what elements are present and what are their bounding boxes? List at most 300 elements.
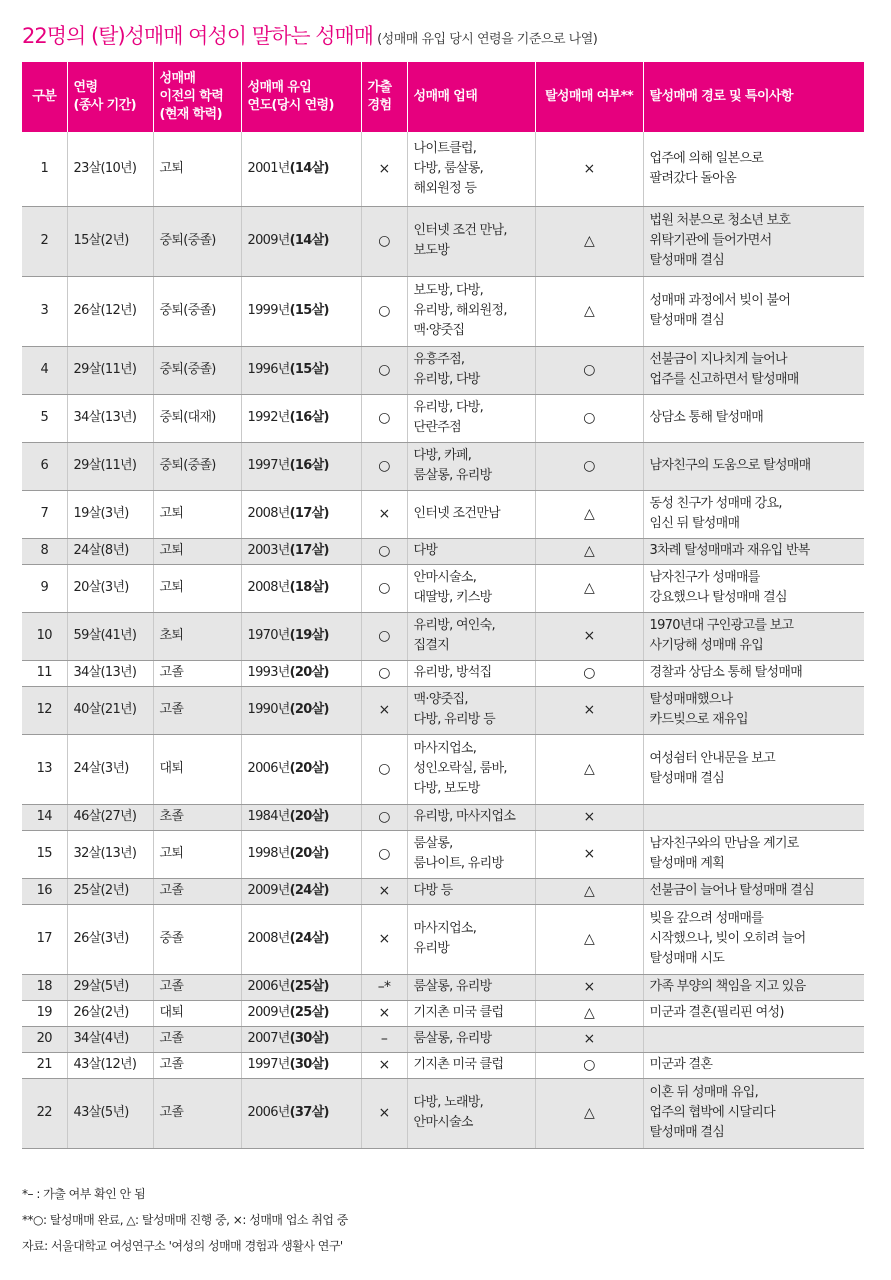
row-id: 3 xyxy=(40,303,49,318)
age-duration: 40살(21년) xyxy=(73,702,137,717)
cell-id xyxy=(22,132,67,206)
cell-education xyxy=(153,660,241,686)
education: 대퇴 xyxy=(159,761,184,776)
cell-id xyxy=(22,346,67,394)
cell-exit-path xyxy=(643,1000,864,1026)
business-type-line: 유리방, 마사지업소 xyxy=(413,809,516,824)
business-type-line: 다방, 유리방 등 xyxy=(413,712,495,727)
cell-runaway xyxy=(361,490,407,538)
runaway-mark: ○ xyxy=(378,809,390,825)
cell-age xyxy=(67,660,153,686)
cell-exit-status xyxy=(535,490,643,538)
exit-path-line: 남자친구의 도움으로 탈성매매 xyxy=(649,458,811,473)
cell-education xyxy=(153,734,241,804)
exit-status-mark: × xyxy=(583,979,595,995)
cell-entry-year xyxy=(241,1000,361,1026)
header-education: 성매매 이전의 학력 (현재 학력) xyxy=(153,62,241,132)
education: 고퇴 xyxy=(159,846,184,861)
cell-exit-path xyxy=(643,830,864,878)
cell-age xyxy=(67,132,153,206)
entry-age: (17살) xyxy=(289,506,329,521)
entry-year: 1984년 xyxy=(247,809,290,824)
cell-age xyxy=(67,1052,153,1078)
exit-path-line: 사기당해 성매매 유입 xyxy=(649,638,764,653)
runaway-mark: × xyxy=(378,160,390,177)
cell-runaway xyxy=(361,538,407,564)
cell-business-type xyxy=(407,346,535,394)
cell-business-type xyxy=(407,830,535,878)
cell-entry-year xyxy=(241,974,361,1000)
cell-exit-path xyxy=(643,1078,864,1148)
education: 중퇴(중졸) xyxy=(159,458,216,473)
cell-exit-path xyxy=(643,1052,864,1078)
cell-exit-status xyxy=(535,974,643,1000)
age-duration: 26살(2년) xyxy=(73,1005,129,1020)
cell-id xyxy=(22,686,67,734)
row-id: 18 xyxy=(36,979,52,994)
entry-year: 2009년 xyxy=(247,233,290,248)
business-type-line: 유리방, 여인숙, xyxy=(413,618,495,633)
cell-id xyxy=(22,206,67,276)
cell-business-type xyxy=(407,276,535,346)
cell-id xyxy=(22,904,67,974)
cell-entry-year xyxy=(241,830,361,878)
cell-runaway xyxy=(361,612,407,660)
cell-business-type xyxy=(407,734,535,804)
cell-age xyxy=(67,1026,153,1052)
cell-education xyxy=(153,904,241,974)
exit-path-line: 경찰과 상담소 통해 탈성매매 xyxy=(649,665,803,680)
exit-path-line: 상담소 통해 탈성매매 xyxy=(649,410,764,425)
cell-exit-path xyxy=(643,878,864,904)
cell-exit-path xyxy=(643,612,864,660)
cell-id xyxy=(22,490,67,538)
cell-business-type xyxy=(407,804,535,830)
cell-age xyxy=(67,206,153,276)
entry-year: 2003년 xyxy=(247,543,290,558)
cell-exit-status xyxy=(535,1000,643,1026)
table-row xyxy=(22,1026,864,1052)
cell-age xyxy=(67,538,153,564)
exit-path-line: 동성 친구가 성매매 강요, xyxy=(649,496,782,511)
age-duration: 26살(12년) xyxy=(73,303,137,318)
cell-education xyxy=(153,276,241,346)
cell-entry-year xyxy=(241,1052,361,1078)
cell-entry-year xyxy=(241,346,361,394)
cell-id xyxy=(22,878,67,904)
business-type-line: 유리방, 다방, xyxy=(413,400,484,415)
entry-year: 1998년 xyxy=(247,846,290,861)
entry-year: 2009년 xyxy=(247,1005,290,1020)
cell-exit-status xyxy=(535,564,643,612)
cell-business-type xyxy=(407,660,535,686)
exit-path-line: 탈성매매 결심 xyxy=(649,313,725,328)
cell-education xyxy=(153,612,241,660)
entry-age: (19살) xyxy=(289,628,329,643)
education: 고졸 xyxy=(159,979,184,994)
business-type-line: 마사지업소, xyxy=(413,741,477,756)
exit-path-line: 성매매 과정에서 빚이 불어 xyxy=(649,293,791,308)
runaway-mark: × xyxy=(378,506,390,522)
business-type-line: 단란주점 xyxy=(413,420,461,435)
business-type-line: 맥·양줏집 xyxy=(413,323,465,338)
age-duration: 20살(3년) xyxy=(73,580,129,595)
entry-year: 1970년 xyxy=(247,628,290,643)
entry-age: (16살) xyxy=(289,410,329,425)
exit-path-line: 여성쉼터 안내문을 보고 xyxy=(649,751,775,766)
education: 초퇴 xyxy=(159,628,184,643)
cell-exit-status xyxy=(535,660,643,686)
row-id: 22 xyxy=(36,1105,52,1120)
cell-business-type xyxy=(407,904,535,974)
row-id: 13 xyxy=(36,761,52,776)
exit-path-line: 팔려갔다 돌아옴 xyxy=(649,170,736,186)
exit-path-line: 빚을 갚으려 성매매를 xyxy=(649,911,764,926)
exit-status-mark: △ xyxy=(583,761,595,777)
row-id: 21 xyxy=(36,1057,52,1072)
education: 고졸 xyxy=(159,1031,184,1046)
education: 고퇴 xyxy=(159,160,184,176)
cell-entry-year xyxy=(241,442,361,490)
business-type-line: 룸살롱, 유리방 xyxy=(413,979,492,994)
business-type-line: 룸살롱, 유리방 xyxy=(413,468,492,483)
cell-business-type xyxy=(407,564,535,612)
education: 고졸 xyxy=(159,1105,184,1120)
exit-path-line: 탈성매매 시도 xyxy=(649,951,725,966)
cell-runaway xyxy=(361,1052,407,1078)
age-duration: 34살(4년) xyxy=(73,1031,129,1046)
cell-business-type xyxy=(407,612,535,660)
cell-education xyxy=(153,830,241,878)
age-duration: 46살(27년) xyxy=(73,809,137,824)
cell-education xyxy=(153,686,241,734)
age-duration: 34살(13년) xyxy=(73,410,137,425)
cell-exit-path xyxy=(643,904,864,974)
runaway-mark: ○ xyxy=(378,665,390,681)
business-type-line: 안마시술소, xyxy=(413,570,477,585)
cell-age xyxy=(67,394,153,442)
cell-runaway xyxy=(361,1000,407,1026)
education: 고퇴 xyxy=(159,543,184,558)
row-id: 8 xyxy=(40,543,49,558)
cell-runaway xyxy=(361,346,407,394)
exit-status-mark: △ xyxy=(583,303,595,319)
table-row xyxy=(22,612,864,660)
cell-education xyxy=(153,804,241,830)
business-type-line: 다방 등 xyxy=(413,883,453,898)
cell-age xyxy=(67,612,153,660)
row-id: 5 xyxy=(40,410,49,425)
business-type-line: 인터넷 조건 만남, xyxy=(413,223,507,238)
cell-education xyxy=(153,878,241,904)
row-id: 10 xyxy=(36,628,52,643)
exit-path-line: 업주에 의해 일본으로 xyxy=(649,150,764,166)
cell-entry-year xyxy=(241,1078,361,1148)
entry-age: (14살) xyxy=(289,160,329,176)
runaway-mark: ○ xyxy=(378,410,390,426)
cell-entry-year xyxy=(241,206,361,276)
cell-exit-status xyxy=(535,904,643,974)
cell-exit-status xyxy=(535,206,643,276)
cell-exit-path xyxy=(643,538,864,564)
exit-status-mark: × xyxy=(583,628,595,644)
row-id: 14 xyxy=(36,809,52,824)
business-type-line: 보도방, 다방, xyxy=(413,283,484,298)
cell-runaway xyxy=(361,904,407,974)
exit-path-line: 탈성매매 결심 xyxy=(649,253,725,268)
runaway-mark: ○ xyxy=(378,628,390,644)
cell-exit-status xyxy=(535,538,643,564)
cell-runaway xyxy=(361,804,407,830)
age-duration: 29살(11년) xyxy=(73,458,137,473)
page-title-row xyxy=(22,20,882,54)
table-row xyxy=(22,276,864,346)
cell-age xyxy=(67,564,153,612)
business-type-line: 룸나이트, 유리방 xyxy=(413,856,504,871)
table-row xyxy=(22,804,864,830)
table-row xyxy=(22,132,864,206)
exit-status-mark: △ xyxy=(583,1005,595,1021)
age-duration: 43살(5년) xyxy=(73,1105,129,1120)
cell-exit-status xyxy=(535,1052,643,1078)
cell-runaway xyxy=(361,442,407,490)
cell-age xyxy=(67,974,153,1000)
cell-runaway xyxy=(361,1078,407,1148)
runaway-mark: × xyxy=(378,1005,390,1021)
education: 초졸 xyxy=(159,809,184,824)
runaway-mark: ○ xyxy=(378,303,390,319)
exit-status-mark: × xyxy=(583,809,595,825)
cell-exit-status xyxy=(535,734,643,804)
cell-id xyxy=(22,1052,67,1078)
entry-year: 1990년 xyxy=(247,702,290,717)
runaway-mark: ○ xyxy=(378,846,390,862)
education: 대퇴 xyxy=(159,1005,184,1020)
exit-path-line: 위탁기관에 들어가면서 xyxy=(649,233,772,248)
row-id: 11 xyxy=(36,665,52,680)
cell-exit-path xyxy=(643,686,864,734)
cell-age xyxy=(67,490,153,538)
entry-year: 1996년 xyxy=(247,362,290,377)
cell-business-type xyxy=(407,490,535,538)
cell-exit-status xyxy=(535,1078,643,1148)
cell-education xyxy=(153,1026,241,1052)
runaway-mark: × xyxy=(378,1105,390,1121)
cell-runaway xyxy=(361,276,407,346)
age-duration: 24살(3년) xyxy=(73,761,129,776)
entry-age: (20살) xyxy=(289,846,329,861)
age-duration: 25살(2년) xyxy=(73,883,129,898)
exit-status-mark: △ xyxy=(583,1105,595,1121)
cell-exit-status xyxy=(535,612,643,660)
data-table xyxy=(22,62,865,1149)
cell-business-type xyxy=(407,394,535,442)
exit-path-line: 1970년대 구인광고를 보고 xyxy=(649,618,794,633)
cell-entry-year xyxy=(241,612,361,660)
entry-age: (20살) xyxy=(289,702,329,717)
row-id: 17 xyxy=(36,931,52,946)
table-row xyxy=(22,878,864,904)
cell-exit-path xyxy=(643,564,864,612)
cell-business-type xyxy=(407,974,535,1000)
table-row xyxy=(22,206,864,276)
education: 고졸 xyxy=(159,665,184,680)
education: 고졸 xyxy=(159,702,184,717)
business-type-line: 유리방, 방석집 xyxy=(413,665,492,680)
education: 고퇴 xyxy=(159,506,184,521)
table-body xyxy=(22,132,864,1148)
age-duration: 26살(3년) xyxy=(73,931,129,946)
business-type-line: 기지촌 미국 클럽 xyxy=(413,1057,504,1072)
row-id: 2 xyxy=(40,233,49,248)
entry-year: 2008년 xyxy=(247,506,290,521)
business-type-line: 다방, 노래방, xyxy=(413,1095,484,1110)
cell-id xyxy=(22,830,67,878)
cell-exit-path xyxy=(643,974,864,1000)
cell-exit-status xyxy=(535,1026,643,1052)
header-entry-year: 성매매 유입 연도(당시 연령) xyxy=(241,62,361,132)
exit-status-mark: ○ xyxy=(583,665,595,681)
row-id: 19 xyxy=(36,1005,52,1020)
entry-year: 2008년 xyxy=(247,931,290,946)
cell-business-type xyxy=(407,538,535,564)
exit-path-line: 3차례 탈성매매과 재유입 반복 xyxy=(649,543,810,558)
cell-runaway xyxy=(361,974,407,1000)
exit-status-mark: △ xyxy=(583,543,595,559)
exit-path-line: 임신 뒤 탈성매매 xyxy=(649,516,740,531)
row-id: 15 xyxy=(36,846,52,861)
exit-path-line: 탈성매매 결심 xyxy=(649,771,725,786)
cell-entry-year xyxy=(241,904,361,974)
table-row xyxy=(22,538,864,564)
cell-entry-year xyxy=(241,490,361,538)
cell-education xyxy=(153,538,241,564)
entry-age: (25살) xyxy=(289,979,329,994)
cell-exit-path xyxy=(643,1026,864,1052)
cell-education xyxy=(153,394,241,442)
cell-age xyxy=(67,734,153,804)
table-row xyxy=(22,394,864,442)
age-duration: 29살(5년) xyxy=(73,979,129,994)
business-type-line: 다방, 룸살롱, xyxy=(413,160,484,176)
entry-age: (16살) xyxy=(289,458,329,473)
cell-exit-path xyxy=(643,734,864,804)
table-row xyxy=(22,1078,864,1148)
runaway-mark: ○ xyxy=(378,458,390,474)
entry-year: 1999년 xyxy=(247,303,290,318)
business-type-line: 보도방 xyxy=(413,243,450,258)
entry-age: (20살) xyxy=(289,761,329,776)
table-row xyxy=(22,686,864,734)
table-row xyxy=(22,1000,864,1026)
cell-runaway xyxy=(361,132,407,206)
cell-entry-year xyxy=(241,394,361,442)
entry-age: (18살) xyxy=(289,580,329,595)
business-type-line: 인터넷 조건만남 xyxy=(413,506,500,521)
cell-exit-status xyxy=(535,686,643,734)
cell-education xyxy=(153,1078,241,1148)
exit-path-line: 시작했으나, 빚이 오히려 늘어 xyxy=(649,931,806,946)
exit-path-line: 탈성매매 계획 xyxy=(649,856,725,871)
cell-age xyxy=(67,442,153,490)
entry-year: 1992년 xyxy=(247,410,290,425)
header-business-type: 성매매 업태 xyxy=(407,62,535,132)
cell-business-type xyxy=(407,1052,535,1078)
entry-age: (20살) xyxy=(289,665,329,680)
cell-age xyxy=(67,1000,153,1026)
cell-business-type xyxy=(407,442,535,490)
runaway-mark: ○ xyxy=(378,580,390,596)
cell-exit-path xyxy=(643,346,864,394)
header-age: 연령 (종사 기간) xyxy=(67,62,153,132)
footnotes xyxy=(22,1186,882,1264)
cell-exit-path xyxy=(643,394,864,442)
cell-runaway xyxy=(361,878,407,904)
exit-status-mark: ○ xyxy=(583,362,595,378)
row-id: 9 xyxy=(40,580,49,595)
cell-entry-year xyxy=(241,878,361,904)
table-row xyxy=(22,1052,864,1078)
education: 중퇴(대재) xyxy=(159,410,216,425)
cell-runaway xyxy=(361,830,407,878)
cell-exit-status xyxy=(535,276,643,346)
entry-age: (15살) xyxy=(289,303,329,318)
exit-path-line: 업주의 협박에 시달리다 xyxy=(649,1105,775,1120)
cell-exit-status xyxy=(535,132,643,206)
cell-exit-status xyxy=(535,830,643,878)
cell-entry-year xyxy=(241,564,361,612)
cell-runaway xyxy=(361,660,407,686)
entry-age: (24살) xyxy=(289,883,329,898)
business-type-line: 나이트클럽, xyxy=(413,140,477,156)
education: 고졸 xyxy=(159,1057,184,1072)
entry-year: 2001년 xyxy=(247,160,290,176)
business-type-line: 안마시술소 xyxy=(413,1115,473,1130)
age-duration: 15살(2년) xyxy=(73,233,129,248)
cell-id xyxy=(22,734,67,804)
education: 중퇴(중졸) xyxy=(159,303,216,318)
cell-age xyxy=(67,904,153,974)
cell-exit-status xyxy=(535,442,643,490)
business-type-line: 해외원정 등 xyxy=(413,180,477,196)
age-duration: 19살(3년) xyxy=(73,506,129,521)
footnote-legend: **○: 탈성매매 완료, △: 탈성매매 진행 중, ×: 성매매 업소 취업 중 xyxy=(22,1213,348,1227)
cell-education xyxy=(153,206,241,276)
cell-exit-path xyxy=(643,490,864,538)
exit-status-mark: ○ xyxy=(583,410,595,426)
header-exit-path: 탈성매매 경로 및 특이사항 xyxy=(643,62,864,132)
table-row xyxy=(22,346,864,394)
table-row xyxy=(22,660,864,686)
age-duration: 23살(10년) xyxy=(73,160,137,176)
age-duration: 34살(13년) xyxy=(73,665,137,680)
cell-age xyxy=(67,276,153,346)
cell-age xyxy=(67,804,153,830)
exit-status-mark: × xyxy=(583,702,595,718)
business-type-line: 유흥주점, xyxy=(413,352,465,367)
footnote-runaway: *– : 가출 여부 확인 안 됨 xyxy=(22,1187,146,1201)
cell-age xyxy=(67,346,153,394)
entry-year: 2009년 xyxy=(247,883,290,898)
entry-year: 2006년 xyxy=(247,761,290,776)
business-type-line: 성인오락실, 룸바, xyxy=(413,761,507,776)
cell-id xyxy=(22,612,67,660)
cell-runaway xyxy=(361,686,407,734)
row-id: 6 xyxy=(40,458,49,473)
cell-age xyxy=(67,830,153,878)
exit-path-line: 가족 부양의 책임을 지고 있음 xyxy=(649,979,806,994)
exit-status-mark: × xyxy=(583,1031,595,1047)
